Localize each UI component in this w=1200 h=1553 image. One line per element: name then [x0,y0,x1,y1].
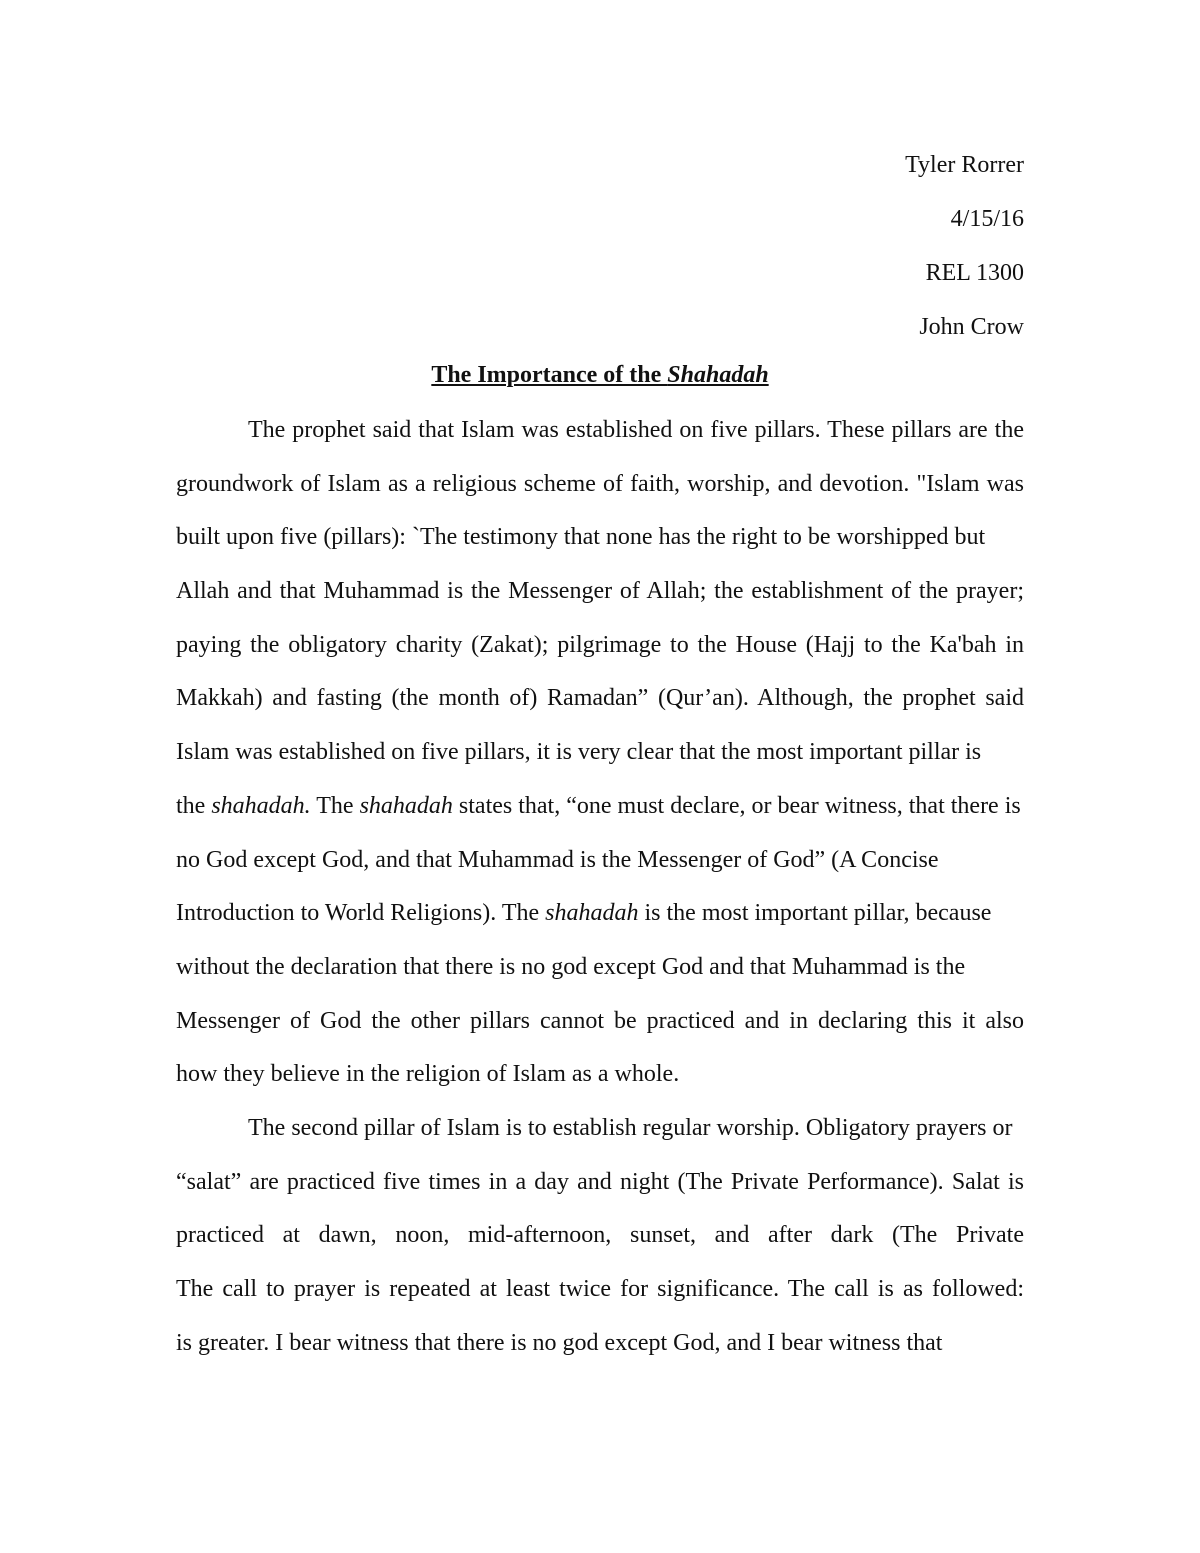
document-date: 4/15/16 [950,206,1024,232]
paragraph-1-line: Allah and that Muhammad is the Messenger of Allah; the establishment of the prayer; [176,578,1024,605]
paragraph-1-line: no God except God, and that Muhammad is the Messenger of God” (A Concise [176,846,939,873]
italic-term: shahadah [545,900,639,927]
paragraph-1-line: The prophet said that Islam was established on five pillars. These pillars are the [248,417,1024,443]
instructor-name: John Crow [919,314,1024,340]
title-text: The Importance of the [431,362,668,388]
paragraph-1-line: groundwork of Islam as a religious scheme of faith, worship, and devotion. "Islam was [176,470,1024,497]
italic-term: shahadah [359,792,453,819]
document-title [0,355,1200,395]
paragraph-1-line: how they believe in the religion of Islam as a whole. [176,1061,680,1088]
paragraph-1-line: Messenger of God the other pillars cannot be practiced and in declaring this it also [176,1007,1024,1034]
paragraph-2-line: The second pillar of Islam is to establish regular worship. Obligatory prayers or [248,1114,1013,1141]
paragraph-1-line: Islam was established on five pillars, it is very clear that the most important pillar is [176,739,982,766]
text-run: states that, “one must declare, or bear witness, that there is [452,792,1021,819]
course-code: REL 1300 [925,260,1024,286]
paragraph-1-line [176,887,1024,941]
document-header [905,138,1024,354]
paragraph-2-line: is greater. I bear witness that there is no god except God, and I bear witness that [176,1329,943,1356]
text-run: the [176,792,212,819]
paragraph-1-line: Makkah) and fasting (the month of) Ramadan” (Qur’an). Although, the prophet said [176,685,1024,712]
paragraph-1-line: built upon five (pillars): `The testimony that none has the right to be worshipped but [176,524,986,551]
paragraph-2-line: The call to prayer is repeated at least twice for significance. The call is as followed: [176,1276,1024,1302]
title-italic-text: Shahadah [667,362,769,388]
paragraph-1-line [176,780,1024,834]
italic-term: shahadah. [211,792,311,819]
author-name: Tyler Rorrer [905,152,1024,178]
paragraph-1-line: without the declaration that there is no god except God and that Muhammad is the [176,953,966,980]
paragraph-2-line: practiced at dawn, noon, mid-afternoon, sunset, and after dark (The Private [176,1222,1024,1249]
document-body [176,404,1024,1370]
text-run: is the most important pillar, because [638,900,992,927]
paragraph-1-line: paying the obligatory charity (Zakat); pilgrimage to the House (Hajj to the Ka'bah in [176,631,1024,658]
text-run: Introduction to World Religions). The [176,900,546,927]
text-run: The [310,792,360,819]
paragraph-2-line: “salat” are practiced five times in a day and night (The Private Performance). Salat is [176,1168,1024,1195]
